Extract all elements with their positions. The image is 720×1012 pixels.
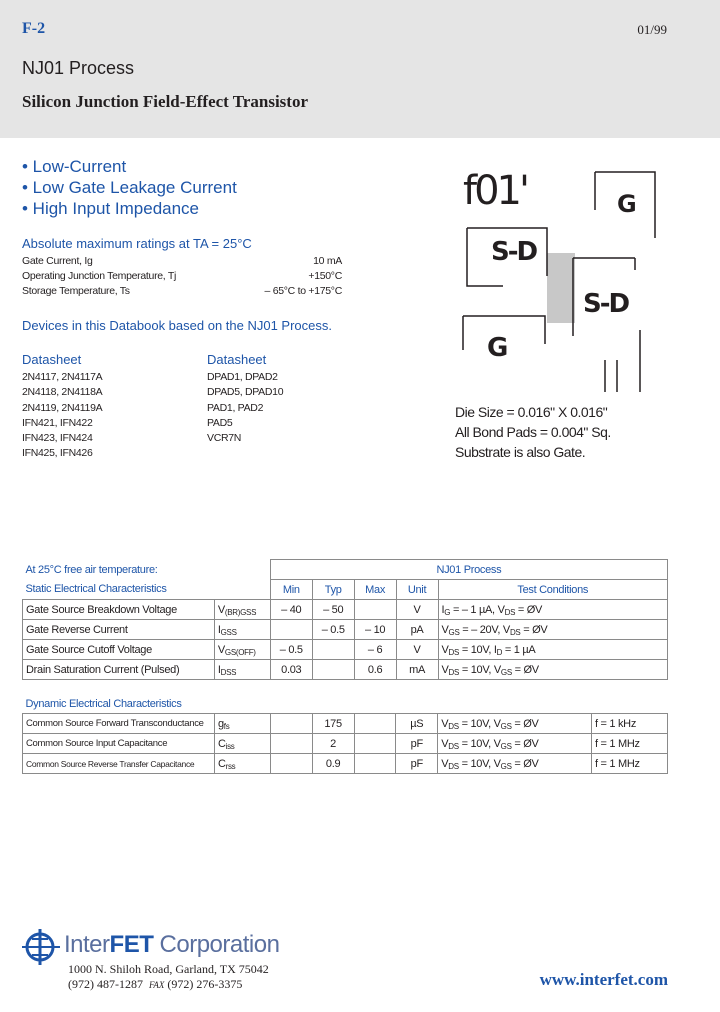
page-date: 01/99 — [637, 22, 667, 37]
param-name: Gate Source Breakdown Voltage — [23, 600, 215, 620]
param-name: Gate Reverse Current — [23, 620, 215, 640]
device-item: IFN425, IFN426 — [22, 447, 93, 460]
abs-max-row — [22, 270, 342, 282]
typ-value: – 0.5 — [312, 620, 354, 640]
device-list-1 — [22, 370, 102, 462]
table-row — [23, 600, 668, 620]
feature-item: • High Input Impedance — [22, 199, 200, 218]
table-row — [23, 754, 668, 774]
max-value: – 6 — [354, 640, 396, 660]
test-conditions: $V_{DS} = 10V$, $V_{GS}$ = ØV — [438, 754, 592, 774]
free-air-note: At 25°C free air temperature: — [25, 563, 158, 576]
bond-pads: All Bond Pads = 0.004" Sq. — [455, 424, 611, 440]
devices-title: Devices in this Databook based on the NJ01 Process. — [22, 318, 333, 333]
min-value: – 40 — [270, 600, 312, 620]
unit-value: mA — [396, 660, 438, 680]
unit-value: pF — [396, 734, 438, 754]
static-spec-table — [22, 559, 668, 680]
abs-max-label: Storage Temperature, Ts — [22, 285, 130, 297]
max-value — [354, 734, 396, 754]
device-item: DPAD5, DPAD10 — [207, 386, 284, 399]
feature-list — [22, 156, 237, 219]
website-link[interactable]: www.interfet.com — [539, 970, 668, 989]
abs-max-value: +150°C — [308, 270, 342, 282]
address-line: 1000 N. Shiloh Road, Garland, TX 75042 — [68, 962, 269, 976]
phone: (972) 487-1287 — [68, 977, 143, 991]
param-symbol: $V_{GS(OFF)}$ — [214, 640, 270, 660]
param-symbol: $V_{(BR)GSS}$ — [214, 600, 270, 620]
page-subtitle: Silicon Junction Field-Effect Transistor — [22, 92, 309, 111]
param-symbol: $I_{GSS}$ — [214, 620, 270, 640]
company-bold: FET — [109, 931, 154, 958]
typ-value — [312, 640, 354, 660]
g-bottom-label: G — [487, 333, 509, 363]
page-title: NJ01 Process — [22, 58, 135, 78]
company-name — [64, 931, 279, 959]
abs-max-value: 10 mA — [313, 255, 342, 267]
interfet-logo-icon — [20, 927, 62, 967]
frequency: f = 1 kHz — [592, 714, 668, 734]
max-value — [354, 600, 396, 620]
die-caption — [455, 402, 611, 462]
param-name: Common Source Input Capacitance — [23, 734, 215, 754]
dynamic-title: Dynamic Electrical Characteristics — [25, 697, 182, 710]
frequency: f = 1 MHz — [592, 754, 668, 774]
typ-value: 2 — [312, 734, 354, 754]
col-max: Max — [354, 580, 396, 600]
device-item: 2N4117, 2N4117A — [22, 371, 103, 383]
param-symbol: $g_{fs}$ — [214, 714, 270, 734]
substrate-note: Substrate is also Gate. — [455, 444, 586, 460]
min-value — [270, 620, 312, 640]
abs-max-row — [22, 285, 342, 297]
die-diagram — [455, 160, 670, 398]
abs-max-row — [22, 255, 342, 267]
test-conditions: $V_{DS} = 10V$, $V_{GS}$ = ØV — [438, 734, 592, 754]
max-value: 0.6 — [354, 660, 396, 680]
typ-value: – 50 — [312, 600, 354, 620]
unit-value: V — [396, 600, 438, 620]
die-shade — [547, 253, 575, 323]
device-item: PAD5 — [207, 416, 233, 429]
param-symbol: $I_{DSS}$ — [214, 660, 270, 680]
page-code: F-2 — [22, 20, 46, 37]
phone-line — [68, 977, 269, 993]
min-value — [270, 734, 312, 754]
typ-value: 175 — [312, 714, 354, 734]
die-mark: f01' — [463, 168, 527, 214]
feature-item: • Low-Current — [22, 157, 127, 176]
sd-left-label: S-D — [491, 237, 537, 267]
device-item: 2N4119, 2N4119A — [22, 401, 103, 414]
max-value: – 10 — [354, 620, 396, 640]
min-value: 0.03 — [270, 660, 312, 680]
datasheet-header: Datasheet — [207, 352, 267, 367]
col-min: Min — [270, 580, 312, 600]
param-symbol: $C_{rss}$ — [214, 754, 270, 774]
max-value — [354, 754, 396, 774]
dynamic-spec-table — [22, 694, 668, 774]
test-conditions: $V_{DS} = 10V$, $V_{GS}$ = ØV — [438, 660, 668, 680]
test-conditions: $V_{DS} = 10V$, $I_D = 1$ µA — [438, 640, 668, 660]
unit-value: µS — [396, 714, 438, 734]
company-address — [68, 962, 269, 993]
abs-max-value: – 65°C to +175°C — [264, 285, 342, 297]
device-item: PAD1, PAD2 — [207, 401, 264, 414]
unit-value: pF — [396, 754, 438, 774]
table-row — [23, 714, 668, 734]
test-conditions: $I_G$ = – 1 µA, $V_{DS}$ = ØV — [438, 600, 668, 620]
param-name: Gate Source Cutoff Voltage — [23, 640, 215, 660]
col-typ: Typ — [312, 580, 354, 600]
table-row — [23, 620, 668, 640]
param-name: Drain Saturation Current (Pulsed) — [23, 660, 215, 680]
min-value: – 0.5 — [270, 640, 312, 660]
static-title: Static Electrical Characteristics — [25, 583, 167, 596]
table-row — [23, 660, 668, 680]
min-value — [270, 754, 312, 774]
unit-value: V — [396, 640, 438, 660]
die-size: Die Size = 0.016" X 0.016" — [455, 404, 608, 420]
max-value — [354, 714, 396, 734]
device-item: IFN421, IFN422 — [22, 416, 93, 429]
table-row — [23, 640, 668, 660]
device-item: VCR7N — [207, 432, 242, 445]
device-list-2 — [207, 370, 283, 446]
unit-value: pA — [396, 620, 438, 640]
typ-value — [312, 660, 354, 680]
process-header: NJ01 Process — [270, 560, 667, 580]
abs-max-label: Operating Junction Temperature, Tj — [22, 270, 177, 282]
device-item: IFN423, IFN424 — [22, 432, 93, 445]
feature-item: • Low Gate Leakage Current — [22, 178, 237, 197]
table-row — [23, 734, 668, 754]
param-name: Common Source Reverse Transfer Capacitance — [23, 754, 215, 774]
g-top-label: G — [617, 190, 637, 218]
device-item: DPAD1, DPAD2 — [207, 371, 278, 383]
abs-max-title: Absolute maximum ratings at TA = 25°C — [22, 236, 252, 251]
abs-max-label: Gate Current, Ig — [22, 255, 93, 267]
typ-value: 0.9 — [312, 754, 354, 774]
test-conditions: $V_{GS}$ = – 20V, $V_{DS}$ = ØV — [438, 620, 668, 640]
device-item: 2N4118, 2N4118A — [22, 386, 103, 399]
test-conditions: $V_{DS} = 10V$, $V_{GS}$ = ØV — [438, 714, 592, 734]
frequency: f = 1 MHz — [592, 734, 668, 754]
sd-right-label: S-D — [583, 289, 629, 319]
fax: (972) 276-3375 — [167, 977, 243, 991]
datasheet-header: Datasheet — [22, 352, 82, 367]
company-suffix: Corporation — [153, 931, 280, 958]
fax-label: FAX — [149, 980, 165, 990]
company-prefix: Inter — [64, 931, 110, 958]
col-unit: Unit — [396, 580, 438, 600]
col-conditions: Test Conditions — [438, 580, 668, 600]
param-symbol: $C_{iss}$ — [214, 734, 270, 754]
min-value — [270, 714, 312, 734]
param-name: Common Source Forward Transconductance — [23, 714, 215, 734]
